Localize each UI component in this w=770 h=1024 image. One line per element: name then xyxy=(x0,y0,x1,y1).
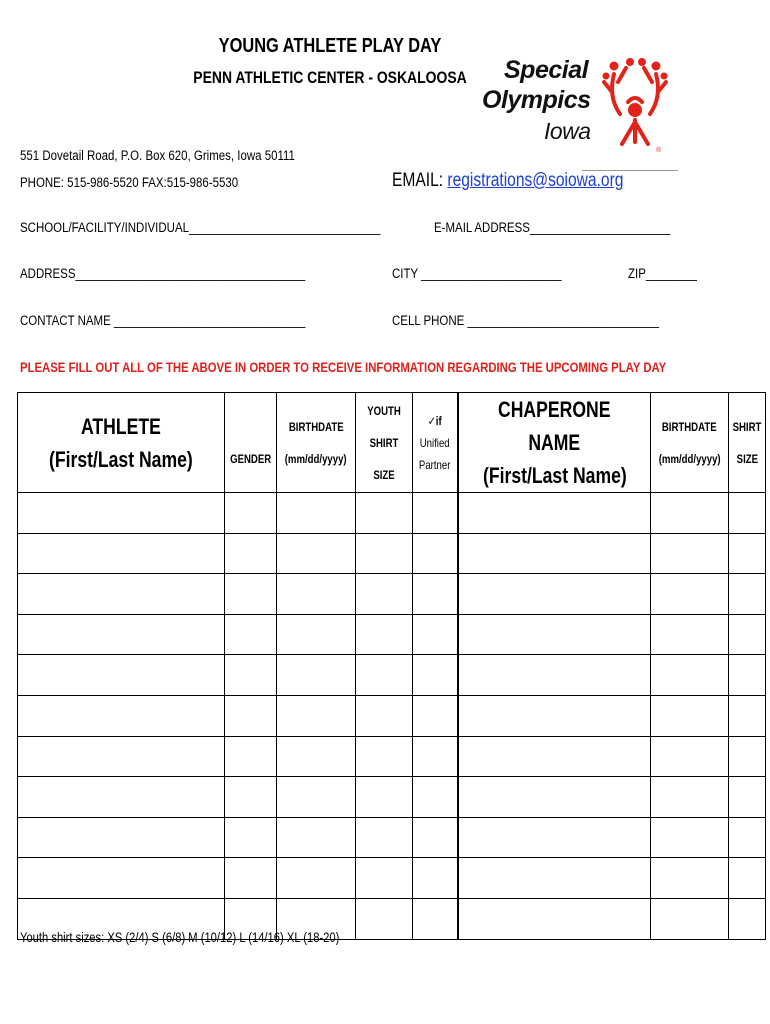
special-olympics-figures-icon xyxy=(600,52,670,157)
gender-cell[interactable] xyxy=(225,533,277,574)
table-row xyxy=(18,777,766,818)
email-link[interactable]: registrations@soiowa.org xyxy=(447,170,624,191)
gender-cell[interactable] xyxy=(225,777,277,818)
athlete-name-header: ATHLETE (First/Last Name) xyxy=(18,393,225,493)
chaperone-name-cell[interactable] xyxy=(458,858,650,899)
youth-shirt-size-cell[interactable] xyxy=(355,655,412,696)
chaperone-shirt-size-header: SHIRT SIZE xyxy=(729,393,766,493)
youth-shirt-size-cell[interactable] xyxy=(355,858,412,899)
chaperone-birthdate-cell[interactable] xyxy=(650,817,728,858)
chaperone-shirt-size-cell[interactable] xyxy=(729,655,766,696)
chaperone-birthdate-cell[interactable] xyxy=(650,655,728,696)
chaperone-birthdate-cell[interactable] xyxy=(650,574,728,615)
youth-shirt-size-cell[interactable] xyxy=(355,614,412,655)
table-row xyxy=(18,736,766,777)
registration-table xyxy=(17,392,766,940)
athlete-name-cell[interactable] xyxy=(18,858,225,899)
athlete-birthdate-cell[interactable] xyxy=(277,817,355,858)
chaperone-name-cell[interactable] xyxy=(458,898,650,939)
fill-out-warning: PLEASE FILL OUT ALL OF THE ABOVE IN ORDER TO RECEIVE INFORMATION REGARDING THE UPCOMING PLAY DAY xyxy=(20,359,667,375)
phone-fax: PHONE: 515-986-5520 FAX:515-986-5530 xyxy=(20,175,239,190)
chaperone-shirt-size-cell[interactable] xyxy=(729,858,766,899)
youth-shirt-size-cell[interactable] xyxy=(355,736,412,777)
table-row xyxy=(18,655,766,696)
chaperone-birthdate-cell[interactable] xyxy=(650,858,728,899)
table-row xyxy=(18,858,766,899)
svg-text:®: ® xyxy=(656,147,662,154)
athlete-birthdate-cell[interactable] xyxy=(277,695,355,736)
athlete-birthdate-cell[interactable] xyxy=(277,574,355,615)
unified-partner-header: ✓if Unified Partner xyxy=(412,393,458,493)
youth-shirt-size-cell[interactable] xyxy=(355,533,412,574)
chaperone-name-cell[interactable] xyxy=(458,736,650,777)
table-row xyxy=(18,695,766,736)
gender-cell[interactable] xyxy=(225,817,277,858)
organization-address: 551 Dovetail Road, P.O. Box 620, Grimes, Iowa 50111 xyxy=(20,148,295,163)
athlete-birthdate-cell[interactable] xyxy=(277,777,355,818)
athlete-birthdate-cell[interactable] xyxy=(277,533,355,574)
table-row xyxy=(18,614,766,655)
gender-cell[interactable] xyxy=(225,574,277,615)
youth-shirt-sizes-note: Youth shirt sizes: XS (2/4) S (6/8) M (10/12) L (14/16) XL (18-20) xyxy=(20,929,340,945)
unified-partner-cell[interactable] xyxy=(412,493,458,534)
email-label: EMAIL: xyxy=(392,170,448,191)
youth-shirt-size-header: YOUTH SHIRT SIZE xyxy=(355,393,412,493)
unified-partner-cell[interactable] xyxy=(412,574,458,615)
youth-shirt-size-cell[interactable] xyxy=(355,898,412,939)
unified-partner-cell[interactable] xyxy=(412,655,458,696)
gender-cell[interactable] xyxy=(225,736,277,777)
unified-partner-cell[interactable] xyxy=(412,817,458,858)
chaperone-birthdate-cell[interactable] xyxy=(650,614,728,655)
chaperone-shirt-size-cell[interactable] xyxy=(729,898,766,939)
gender-cell[interactable] xyxy=(225,493,277,534)
table-row xyxy=(18,817,766,858)
email-address-field[interactable]: E-MAIL ADDRESS______________________ xyxy=(434,220,671,235)
chaperone-birthdate-cell[interactable] xyxy=(650,695,728,736)
athlete-birthdate-header: BIRTHDATE (mm/dd/yyyy) xyxy=(277,393,355,493)
gender-cell[interactable] xyxy=(225,858,277,899)
gender-cell[interactable] xyxy=(225,695,277,736)
chaperone-shirt-size-cell[interactable] xyxy=(729,695,766,736)
chaperone-name-cell[interactable] xyxy=(458,493,650,534)
chaperone-shirt-size-cell[interactable] xyxy=(729,736,766,777)
unified-partner-cell[interactable] xyxy=(412,533,458,574)
unified-partner-cell[interactable] xyxy=(412,898,458,939)
logo-word-special: Special xyxy=(504,56,589,84)
athlete-birthdate-cell[interactable] xyxy=(277,655,355,696)
chaperone-name-cell[interactable] xyxy=(458,777,650,818)
chaperone-name-cell[interactable] xyxy=(458,533,650,574)
athlete-name-cell[interactable] xyxy=(18,574,225,615)
chaperone-name-cell[interactable] xyxy=(458,655,650,696)
chaperone-name-cell[interactable] xyxy=(458,695,650,736)
contact-name-field[interactable]: CONTACT NAME ______________________________ xyxy=(20,313,306,328)
unified-partner-cell[interactable] xyxy=(412,695,458,736)
chaperone-name-cell[interactable] xyxy=(458,574,650,615)
table-row xyxy=(18,493,766,534)
youth-shirt-size-cell[interactable] xyxy=(355,493,412,534)
gender-header: GENDER xyxy=(225,393,277,493)
gender-cell[interactable] xyxy=(225,655,277,696)
unified-partner-cell[interactable] xyxy=(412,777,458,818)
athlete-name-cell[interactable] xyxy=(18,655,225,696)
athlete-name-cell[interactable] xyxy=(18,614,225,655)
table-header-row xyxy=(18,393,766,493)
athlete-name-cell[interactable] xyxy=(18,817,225,858)
youth-shirt-size-cell[interactable] xyxy=(355,777,412,818)
chaperone-shirt-size-cell[interactable] xyxy=(729,493,766,534)
divider xyxy=(582,170,678,172)
chaperone-birthdate-cell[interactable] xyxy=(650,898,728,939)
table-row xyxy=(18,574,766,615)
school-field[interactable]: SCHOOL/FACILITY/INDIVIDUAL______________________________ xyxy=(20,220,381,235)
athlete-birthdate-cell[interactable] xyxy=(277,736,355,777)
chaperone-shirt-size-cell[interactable] xyxy=(729,574,766,615)
unified-partner-cell[interactable] xyxy=(412,736,458,777)
unified-partner-cell[interactable] xyxy=(412,858,458,899)
athlete-birthdate-cell[interactable] xyxy=(277,858,355,899)
chaperone-birthdate-cell[interactable] xyxy=(650,533,728,574)
chaperone-name-header: CHAPERONE NAME (First/Last Name) xyxy=(458,393,650,493)
unified-partner-cell[interactable] xyxy=(412,614,458,655)
athlete-name-cell[interactable] xyxy=(18,777,225,818)
athlete-name-cell[interactable] xyxy=(18,695,225,736)
email-line xyxy=(392,170,623,192)
athlete-birthdate-cell[interactable] xyxy=(277,493,355,534)
city-field[interactable]: CITY ______________________ xyxy=(392,266,562,281)
chaperone-birthdate-header: BIRTHDATE (mm/dd/yyyy) xyxy=(650,393,728,493)
athlete-birthdate-cell[interactable] xyxy=(277,614,355,655)
cell-phone-field[interactable]: CELL PHONE ______________________________ xyxy=(392,313,659,328)
logo-word-olympics: Olympics xyxy=(482,86,591,114)
youth-shirt-size-cell[interactable] xyxy=(355,695,412,736)
chaperone-birthdate-cell[interactable] xyxy=(650,493,728,534)
address-field[interactable]: ADDRESS____________________________________ xyxy=(20,266,306,281)
form-subtitle: PENN ATHLETIC CENTER - OSKALOOSA xyxy=(193,68,467,87)
chaperone-shirt-size-cell[interactable] xyxy=(729,614,766,655)
logo-word-iowa: Iowa xyxy=(544,118,591,144)
form-title: YOUNG ATHLETE PLAY DAY xyxy=(218,35,442,57)
chaperone-shirt-size-cell[interactable] xyxy=(729,777,766,818)
chaperone-name-cell[interactable] xyxy=(458,614,650,655)
chaperone-shirt-size-cell[interactable] xyxy=(729,817,766,858)
chaperone-shirt-size-cell[interactable] xyxy=(729,533,766,574)
chaperone-birthdate-cell[interactable] xyxy=(650,777,728,818)
youth-shirt-size-cell[interactable] xyxy=(355,574,412,615)
special-olympics-logo xyxy=(482,52,682,160)
athlete-name-cell[interactable] xyxy=(18,533,225,574)
athlete-name-cell[interactable] xyxy=(18,493,225,534)
chaperone-name-cell[interactable] xyxy=(458,817,650,858)
zip-field[interactable]: ZIP________ xyxy=(628,266,697,281)
chaperone-birthdate-cell[interactable] xyxy=(650,736,728,777)
gender-cell[interactable] xyxy=(225,614,277,655)
youth-shirt-size-cell[interactable] xyxy=(355,817,412,858)
athlete-name-cell[interactable] xyxy=(18,736,225,777)
table-row xyxy=(18,533,766,574)
